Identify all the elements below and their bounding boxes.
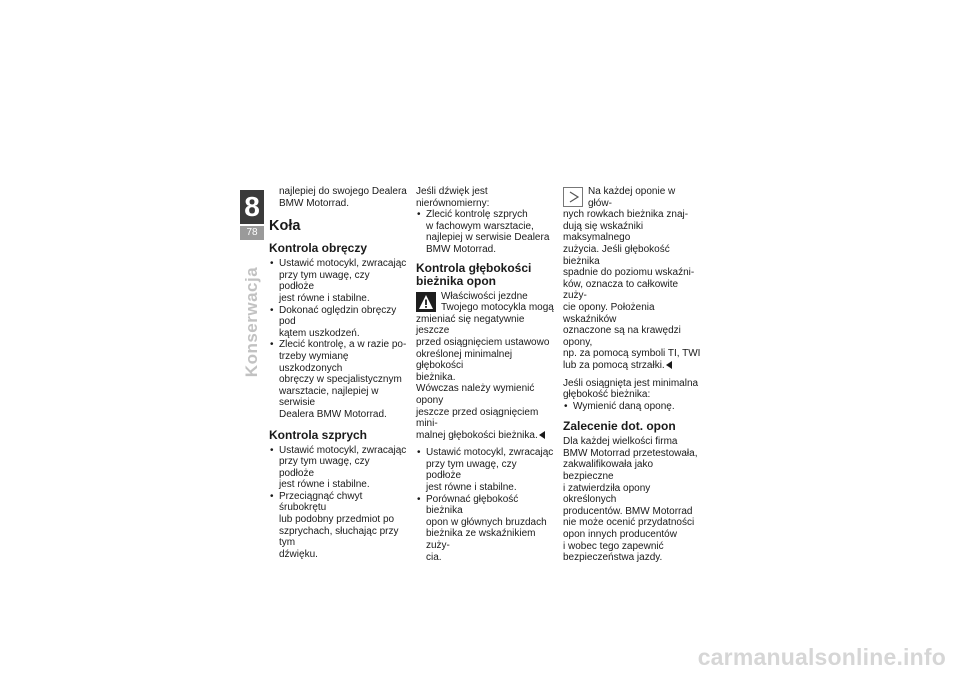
list-item: • Zlecić kontrolę, a w razie po- trzeby wymianę uszkodzonych obręczy w specjalistycznym warsztacie, najlepiej w serwisie Dealera BMW Motorrad.	[269, 339, 407, 420]
watermark: carmanualsonline.info	[697, 644, 946, 670]
note-arrow-icon	[563, 187, 583, 207]
condition-subtext: w fachowym warsztacie, najlepiej w serwisie Dealera BMW Motorrad.	[426, 220, 550, 255]
condition-text: Jeśli dźwięk jest nierównomierny:	[416, 186, 490, 209]
column-2	[416, 186, 554, 569]
list-item: • Ustawić motocykl, zwracając przy tym uwagę, czy podłoże jest równe i stabilne.	[416, 447, 554, 493]
heading-rims-check: Kontrola obręczy	[269, 241, 368, 256]
condition-text: Jeśli osiągnięta jest minimalna głębokość bieżnika:	[563, 377, 699, 401]
list-item: • Ustawić motocykl, zwracając przy tym uwagę, czy podłoże jest równe i stabilne.	[269, 445, 407, 491]
end-marker-icon	[666, 361, 672, 369]
page-number: 78	[240, 226, 264, 240]
list-item: • Zlecić kontrolę szprych	[416, 209, 554, 221]
warning-block: Właściwości jezdne Twojego motocykla mogą zmieniać się negatywnie jeszcze przed osiągnięciem ustawowo określonej minimalnej głębokości bieżnika. Wówczas należy wymienić opony jeszcze przed osiągnięciem mini- malnej głębokości bieżnika.	[416, 290, 554, 441]
list-item: • Przeciągnąć chwyt śrubokrętu lub podobny przedmiot po szprychach, słuchając przy tym dźwięku.	[269, 491, 407, 561]
list-item: • Porównać głębokość bieżnika opon w głównych bruzdach bieżnika ze wskaźnikiem zuży- cia.	[416, 494, 554, 564]
note-block: Na każdej oponie w głów- nych rowkach bieżnika znaj- dują się wskaźniki maksymalnego zużycia. Jeśli głębokość bieżnika spadnie do poziomu wskaźni- ków, oznacza to całkowite zuży- cie opony. Położenia wskaźników oznaczone są na krawędzi opony, np. za pomocą symboli TI, TWI lub za pomocą strzałki.	[563, 186, 701, 371]
end-marker-icon	[539, 431, 545, 439]
heading-spokes-check: Kontrola szprych	[269, 427, 368, 442]
heading-tread-depth: Kontrola głębokości bieżnika opon	[416, 260, 532, 288]
column-3	[563, 186, 701, 570]
tread-list	[416, 447, 554, 563]
section-title-vertical: Konserwacja	[242, 266, 261, 378]
heading-wheels: Koła	[269, 218, 301, 235]
spokes-list	[269, 445, 407, 561]
list-item: • Wymienić daną oponę.	[563, 401, 701, 413]
column-1	[269, 186, 407, 566]
warning-triangle-icon	[416, 292, 436, 312]
chapter-number: 8	[240, 190, 264, 224]
heading-tyre-recommendation: Zalecenie dot. opon	[563, 419, 676, 434]
condition-list	[416, 209, 554, 221]
recommendation-text: Dla każdej wielkości firma BMW Motorrad przetestowała, zakwalifikowała jako bezpieczne i zatwierdziła opony określonych producentów. BMW Motorrad nie może ocenić przydatności opon innych producentów i wobec tego zapewnić bezpieczeństwa jazdy.	[563, 436, 698, 564]
rims-list	[269, 258, 407, 420]
list-item: • Ustawić motocykl, zwracając przy tym uwagę, czy podłoże jest równe i stabilne.	[269, 258, 407, 304]
condition-list	[563, 401, 701, 413]
list-item: • Dokonać oględzin obręczy pod kątem uszkodzeń.	[269, 305, 407, 340]
intro-text: najlepiej do swojego Dealera BMW Motorrad.	[279, 186, 407, 209]
